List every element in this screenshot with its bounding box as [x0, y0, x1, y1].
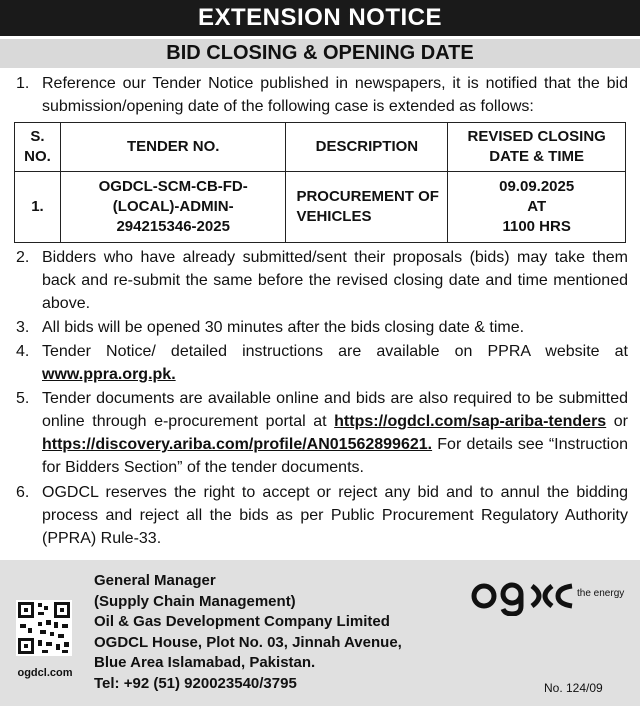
ppra-website-link[interactable]: www.ppra.org.pk. — [42, 366, 176, 383]
clause-number: 4. — [16, 343, 30, 360]
contact-title: General Manager — [94, 572, 216, 589]
cell-description: PROCUREMENT OF VEHICLES — [286, 172, 448, 243]
qr-caption: ogdcl.com — [17, 667, 73, 679]
cell-sno: 1. — [15, 172, 61, 243]
header-sno: S. NO. — [15, 123, 61, 172]
table-row — [15, 172, 626, 243]
clause-5 — [16, 387, 628, 479]
tender-table — [14, 122, 626, 243]
notice-number: No. 124/09 — [544, 681, 603, 695]
clause-6 — [16, 481, 628, 550]
notice-title: EXTENSION NOTICE — [0, 0, 640, 36]
logo-tagline: the energy — [577, 588, 625, 599]
clause-3 — [16, 316, 628, 339]
clause-number: 2. — [16, 249, 30, 266]
contact-department: (Supply Chain Management) — [94, 592, 296, 610]
clause-text: Tender documents are available online and bids are also required to be submitted online through e-procurement portal at https://ogdcl.com/sap-ariba-tenders or https://discovery.ariba.com/profile/AN01562899621. For details see “Instruction for Bidders Section” of the tender documents. — [42, 390, 628, 476]
contact-block — [94, 571, 402, 694]
ariba-discovery-link[interactable]: https://discovery.ariba.com/profile/AN01562899621. — [42, 436, 433, 453]
contact-phone: Tel: +92 (51) 920023540/3795 — [94, 674, 297, 692]
contact-address-1: OGDCL House, Plot No. 03, Jinnah Avenue, — [94, 633, 402, 651]
cell-tender-no: OGDCL-SCM-CB-FD- (LOCAL)-ADMIN- 294215346-2025 — [60, 172, 285, 243]
clause-number: 6. — [16, 484, 30, 501]
clause-1 — [16, 72, 628, 118]
clause-text: Tender Notice/ detailed instructions are available on PPRA website at www.ppra.org.pk. — [42, 343, 628, 383]
clause-text: Reference our Tender Notice published in newspapers, it is notified that the bid submission/opening date of the following case is extended as follows: — [42, 75, 628, 115]
clause-text: Bidders who have already submitted/sent their proposals (bids) may take them back and re-submit the same before the revised closing date and time mentioned above. — [42, 249, 628, 312]
clause-text: OGDCL reserves the right to accept or reject any bid and to annul the bidding process and reject all the bids as per Public Procurement Regulatory Authority (PPRA) Rule-33. — [42, 484, 628, 547]
clause-4 — [16, 340, 628, 386]
clause-number: 1. — [16, 75, 30, 92]
clause-text: All bids will be opened 30 minutes after the bids closing date & time. — [42, 319, 525, 336]
header-tender-no: TENDER NO. — [60, 123, 285, 172]
cell-revised-date: 09.09.2025 AT 1100 HRS — [448, 172, 626, 243]
footer-panel — [0, 560, 640, 706]
sap-ariba-tenders-link[interactable]: https://ogdcl.com/sap-ariba-tenders — [334, 413, 607, 430]
clause-number: 3. — [16, 319, 30, 336]
notice-subtitle: BID CLOSING & OPENING DATE — [0, 39, 640, 68]
contact-company: Oil & Gas Development Company Limited — [94, 613, 390, 630]
header-description: DESCRIPTION — [286, 123, 448, 172]
qr-code-icon[interactable] — [16, 600, 72, 656]
header-revised-date: REVISED CLOSING DATE & TIME — [448, 123, 626, 172]
table-header-row — [15, 123, 626, 172]
clause-2 — [16, 246, 628, 315]
contact-address-2: Blue Area Islamabad, Pakistan. — [94, 654, 316, 671]
clause-number: 5. — [16, 390, 30, 407]
